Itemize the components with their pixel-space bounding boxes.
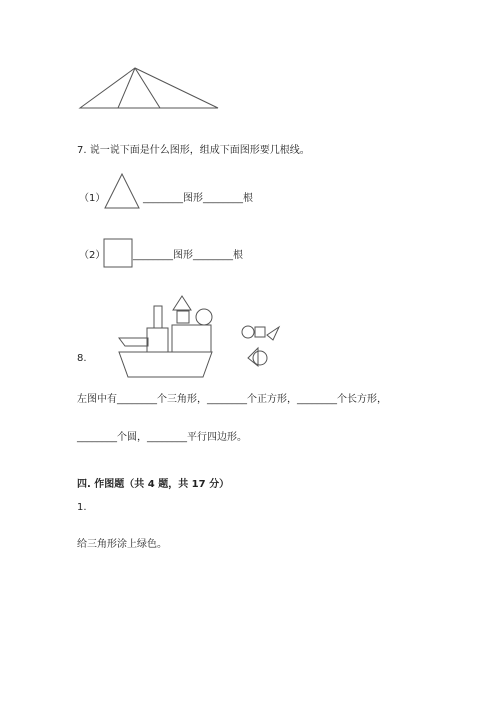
label: 图形	[183, 193, 203, 204]
blank: ________	[193, 250, 233, 261]
q7-item-2-num: （2）	[79, 250, 106, 261]
q1-num: 1.	[77, 502, 87, 513]
section-heading: 四. 作图题（共 4 题，共 17 分）	[77, 479, 230, 490]
q8-line-1: 左图中有________个三角形，________个正方形，________个长方形，	[77, 394, 387, 405]
blank: ________	[203, 193, 243, 204]
q1-text: 给三角形涂上绿色。	[77, 539, 167, 550]
label: 图形	[173, 250, 193, 261]
blank: ________	[133, 250, 173, 261]
blank: ________	[143, 193, 183, 204]
label: 根	[243, 193, 253, 204]
q8-num: 8.	[77, 353, 87, 364]
q7-prompt: 7. 说一说下面是什么图形，组成下面图形要几根线。	[77, 145, 310, 156]
label: 根	[233, 250, 243, 261]
q7-item-1-num: （1）	[79, 193, 106, 204]
q8-line-2: ________个圆，________平行四边形。	[77, 432, 247, 443]
